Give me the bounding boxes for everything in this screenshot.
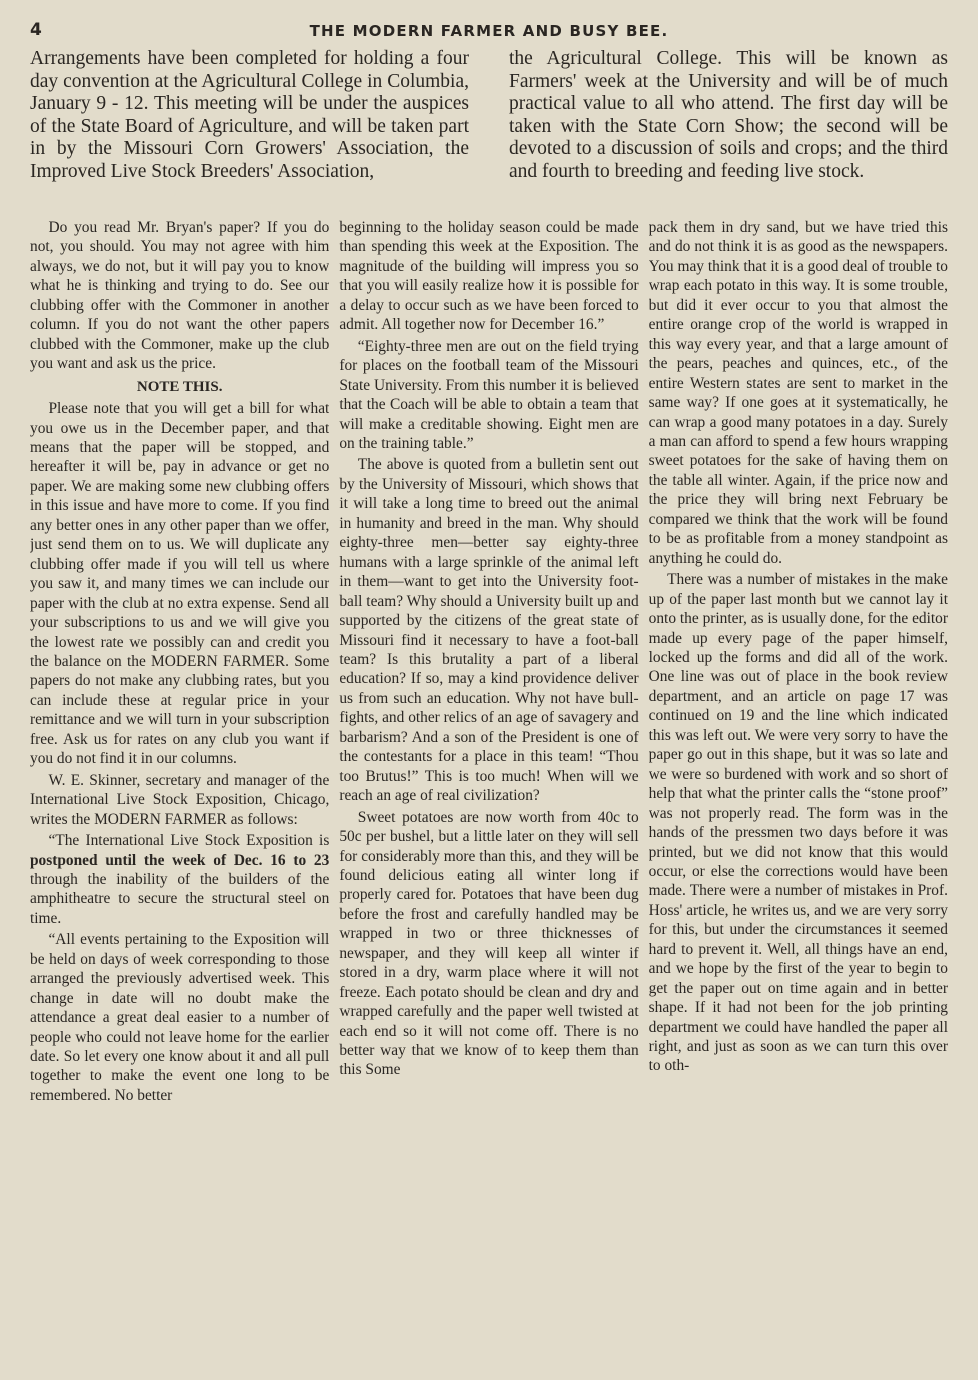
mistakes-paragraph: There was a number of mistakes in the make up of the paper last month but we cannot lay it onto the printer, as is usually done, for the editor made up every page of the paper himself, locked up the forms and did all of the work. One line was out of place in the book review department, and an article on page 17 was continued on 19 and the line which indicated this was left out. We were very sorry to have the paper go out in this shape, but it was so late and we were so burdened with work and so short of help that what the printer calls the “stone proof” was not properly read. The form was in the hands of the pressmen two days before it was printed, but we did not know that this would occur, or else the corrections would have been made. There were a number of mistakes in Prof. Hoss' article, he writes us, and we are very sorry for this, but under the circumstances it seemed hard to prevent it. Well, all things have an end, and we hope by the first of the year to begin to get the paper out on time again and in better shape. If it had not been for the job printing department we could have handled the paper all right, and just as soon as we can turn this over to oth- (648, 571, 948, 1075)
page-header (30, 18, 948, 46)
postponed-dates: postponed until the week of Dec. 16 to 23 (30, 851, 330, 869)
exposition-text-b: through the inability of the builders of the amphitheatre to secure the structural steel on time. (30, 870, 330, 927)
lead-column-left: Arrangements have been completed for holding a four day convention at the Agricultural College in Columbia, January 9 - 12. This meeting will be under the auspices of the State Board of Agriculture, and will be taken part in by the Missouri Corn Growers' Association, the Improved Live Stock Breeders' Association, (30, 48, 469, 182)
football-quote-paragraph: “Eighty-three men are out on the field trying for places on the football team of the Missouri State University. From this number it is believed that the Coach will be able to obtain a team that will make a creditable showing. Eight men are on the training table.” (339, 337, 639, 452)
skinner-intro-paragraph: W. E. Skinner, secretary and manager of the International Live Stock Exposition, Chicago, writes the MODERN FARMER as follows: (30, 771, 330, 828)
exposition-postponed-paragraph (30, 831, 329, 928)
running-title: THE MODERN FARMER AND BUSY BEE. (309, 22, 669, 40)
column-2 (339, 218, 638, 1328)
page-number: 4 (30, 20, 42, 40)
holiday-continuation-paragraph: beginning to the holiday season could be made than spending this week at the Exposition. The magnitude of the building will impress you so that you will easily realize how it is possible for a delay to occur such as we have been forced to admit. All together now for December 16.” (339, 219, 639, 334)
body-columns (30, 218, 948, 1328)
column-3 (649, 218, 948, 1328)
exposition-events-paragraph: “All events pertaining to the Exposition will be held on days of week corresponding to those arranged the previously advertised week. This change in date will no doubt make the attendance a great deal easier to a number of people who could not leave home for the earlier date. So let every one know about it and all pull together to make the event one long to be remembered. No better (30, 931, 330, 1104)
bryan-paper-paragraph: Do you read Mr. Bryan's paper? If you do not, you should. You may not agree with him always, we do not, but it will pay you to know what he is thinking and trying to do. See our clubbing offer with the Commoner in another column. If you do not want the other papers clubbed with the Commoner, make up the club you want and ask us the price. (30, 219, 330, 373)
note-this-heading: NOTE THIS. (136, 378, 223, 395)
billing-notice-paragraph: Please note that you will get a bill for what you owe us in the December paper, and that means that the paper will be stopped, and hereafter it will be, pay in advance or get no paper. We are making some new clubbing offers in this issue and have more to come. If you find any better ones in any other paper than we offer, just send them on to us. We will duplicate any clubbing offer made if you will tell us where you saw it, and many times we can include our paper with the club at no extra expense. Send all your subscriptions to us and we will give you the lowest rate we possibly can and credit you the balance on the MODERN FARMER. Some papers do not make any clubbing rates, but you can include these at regular price in your remittance and we will turn in your subscription free. Ask us for rates on any club you want if you do not find it in our columns. (30, 400, 330, 768)
lead-article (30, 48, 948, 212)
lead-column-right: the Agricultural College. This will be known as Farmers' week at the University and will be of much practical value to all who attend. The first day will be taken with the State Corn Show; the second will be devoted to a discussion of soils and crops; and the third and fourth to breeding and feeding live stock. (509, 48, 948, 182)
sweet-potatoes-paragraph: Sweet potatoes are now worth from 40c to 50c per bushel, but a little later on they will sell for considerably more than this, and they will be found delicious eating all winter long if properly cared for. Potatoes that have been dug before the frost and carefully handled may be wrapped in two or three thicknesses of newspaper, and they will keep all winter if stored in a dry, warm place where it will not freeze. Each potato should be clean and dry and wrapped carefully and the paper well twisted at each end so it will not come off. There is no better way that we know of to keep them than this Some (339, 808, 639, 1079)
football-commentary-paragraph: The above is quoted from a bulletin sent out by the University of Missouri, which shows that it will take a long time to breed out the animal in humanity and breed in the man. Why should eighty-three men—better say eighty-three humans with a large sprinkle of the animal left in them—want to get into the University foot-ball team? Why should a University built up and supported by the citizens of the great state of Missouri find it necessary to have a foot-ball team? Is this brutality a part of a liberal education? If so, may a kind providence deliver us from such an education. Why not have bull-fights, and other relics of an age of savagery and barbarism? And a son of the President is one of the contestants for a place in this team! “Thou too Brutus!” This is too much! When will we reach an age of real civilization? (339, 456, 639, 805)
potato-storage-paragraph: pack them in dry sand, but we have tried this and do not think it is as good as the newspapers. You may think that it is a good deal of trouble to wrap each potato in this way. It is some trouble, but did it ever occur to you that almost the entire orange crop of the world is wrapped in this way every year, and that a large amount of the pears, peaches and quinces, etc., of the entire Western states are sent to market in the same way? If one goes at it systematically, he can wrap a good many potatoes in a day. Surely a man can afford to spend a few hours wrapping sweet potatoes for the sake of having them on the table all winter. Again, if the price now and the price they will bring next February be compared we think that the work will be found to be as profitable from a money standpoint as anything he could do. (648, 219, 948, 567)
column-1 (30, 218, 329, 1328)
exposition-text-a: “The International Live Stock Exposition is (48, 832, 330, 850)
